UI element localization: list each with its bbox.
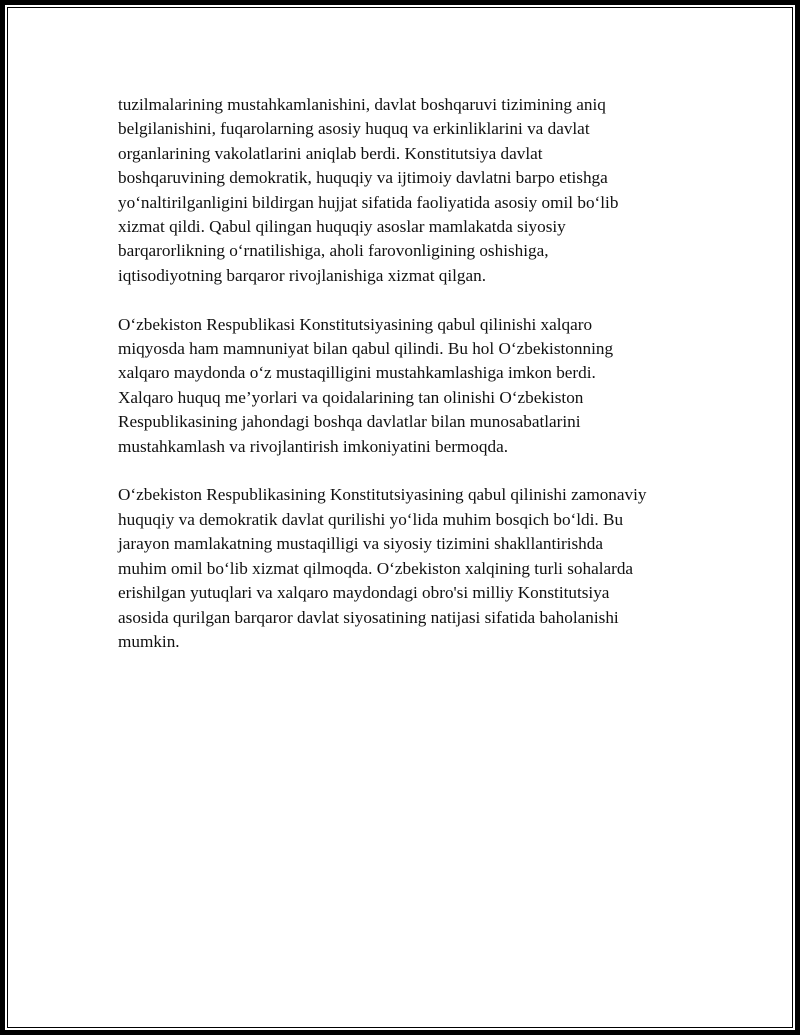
- text-line: mumkin.: [118, 631, 180, 651]
- text-line: organlarining vakolatlarini aniqlab berdi. Konstitutsiya davlat: [118, 143, 543, 163]
- text-line: huquqiy va demokratik davlat qurilishi yo‘lida muhim bosqich bo‘ldi. Bu: [118, 509, 624, 529]
- text-line: O‘zbekiston Respublikasining Konstitutsiyasining qabul qilinishi zamonaviy: [118, 485, 647, 505]
- text-line: erishilgan yutuqlari va xalqaro maydondagi obro'si milliy Konstitutsiya: [118, 583, 610, 603]
- paragraph: [118, 483, 698, 654]
- paragraph: [118, 93, 698, 288]
- text-line: jarayon mamlakatning mustaqilligi va siyosiy tizimini shakllantirishda: [118, 534, 603, 554]
- text-line: barqarorlikning o‘rnatilishiga, aholi farovonligining oshishiga,: [118, 241, 549, 261]
- text-line: O‘zbekiston Respublikasi Konstitutsiyasining qabul qilinishi xalqaro: [118, 314, 593, 334]
- text-line: asosida qurilgan barqaror davlat siyosatining natijasi sifatida baholanishi: [118, 607, 619, 627]
- text-line: xalqaro maydonda o‘z mustaqilligini mustahkamlashiga imkon berdi.: [118, 363, 596, 383]
- text-line: xizmat qildi. Qabul qilingan huquqiy asoslar mamlakatda siyosiy: [118, 217, 566, 237]
- text-line: muhim omil bo‘lib xizmat qilmoqda. O‘zbekiston xalqining turli sohalarda: [118, 558, 634, 578]
- text-line: yo‘naltirilganligini bildirgan hujjat sifatida faoliyatida asosiy omil bo‘lib: [118, 192, 619, 212]
- text-line: Respublikasining jahondagi boshqa davlatlar bilan munosabatlarini: [118, 412, 581, 432]
- paragraph: [118, 313, 698, 459]
- text-line: boshqaruvining demokratik, huquqiy va ijtimoiy davlatni barpo etishga: [118, 168, 608, 188]
- text-line: miqyosda ham mamnuniyat bilan qabul qilindi. Bu hol O‘zbekistonning: [118, 339, 614, 359]
- text-line: iqtisodiyotning barqaror rivojlanishiga xizmat qilgan.: [118, 265, 487, 285]
- document-body: [118, 93, 698, 679]
- text-line: belgilanishini, fuqarolarning asosiy huquq va erkinliklarini va davlat: [118, 119, 590, 139]
- text-line: tuzilmalarining mustahkamlanishini, davlat boshqaruvi tizimining aniq: [118, 95, 606, 114]
- text-line: mustahkamlash va rivojlantirish imkoniyatini bermoqda.: [118, 436, 508, 456]
- text-line: Xalqaro huquq me’yorlari va qoidalarining tan olinishi O‘zbekiston: [118, 387, 584, 407]
